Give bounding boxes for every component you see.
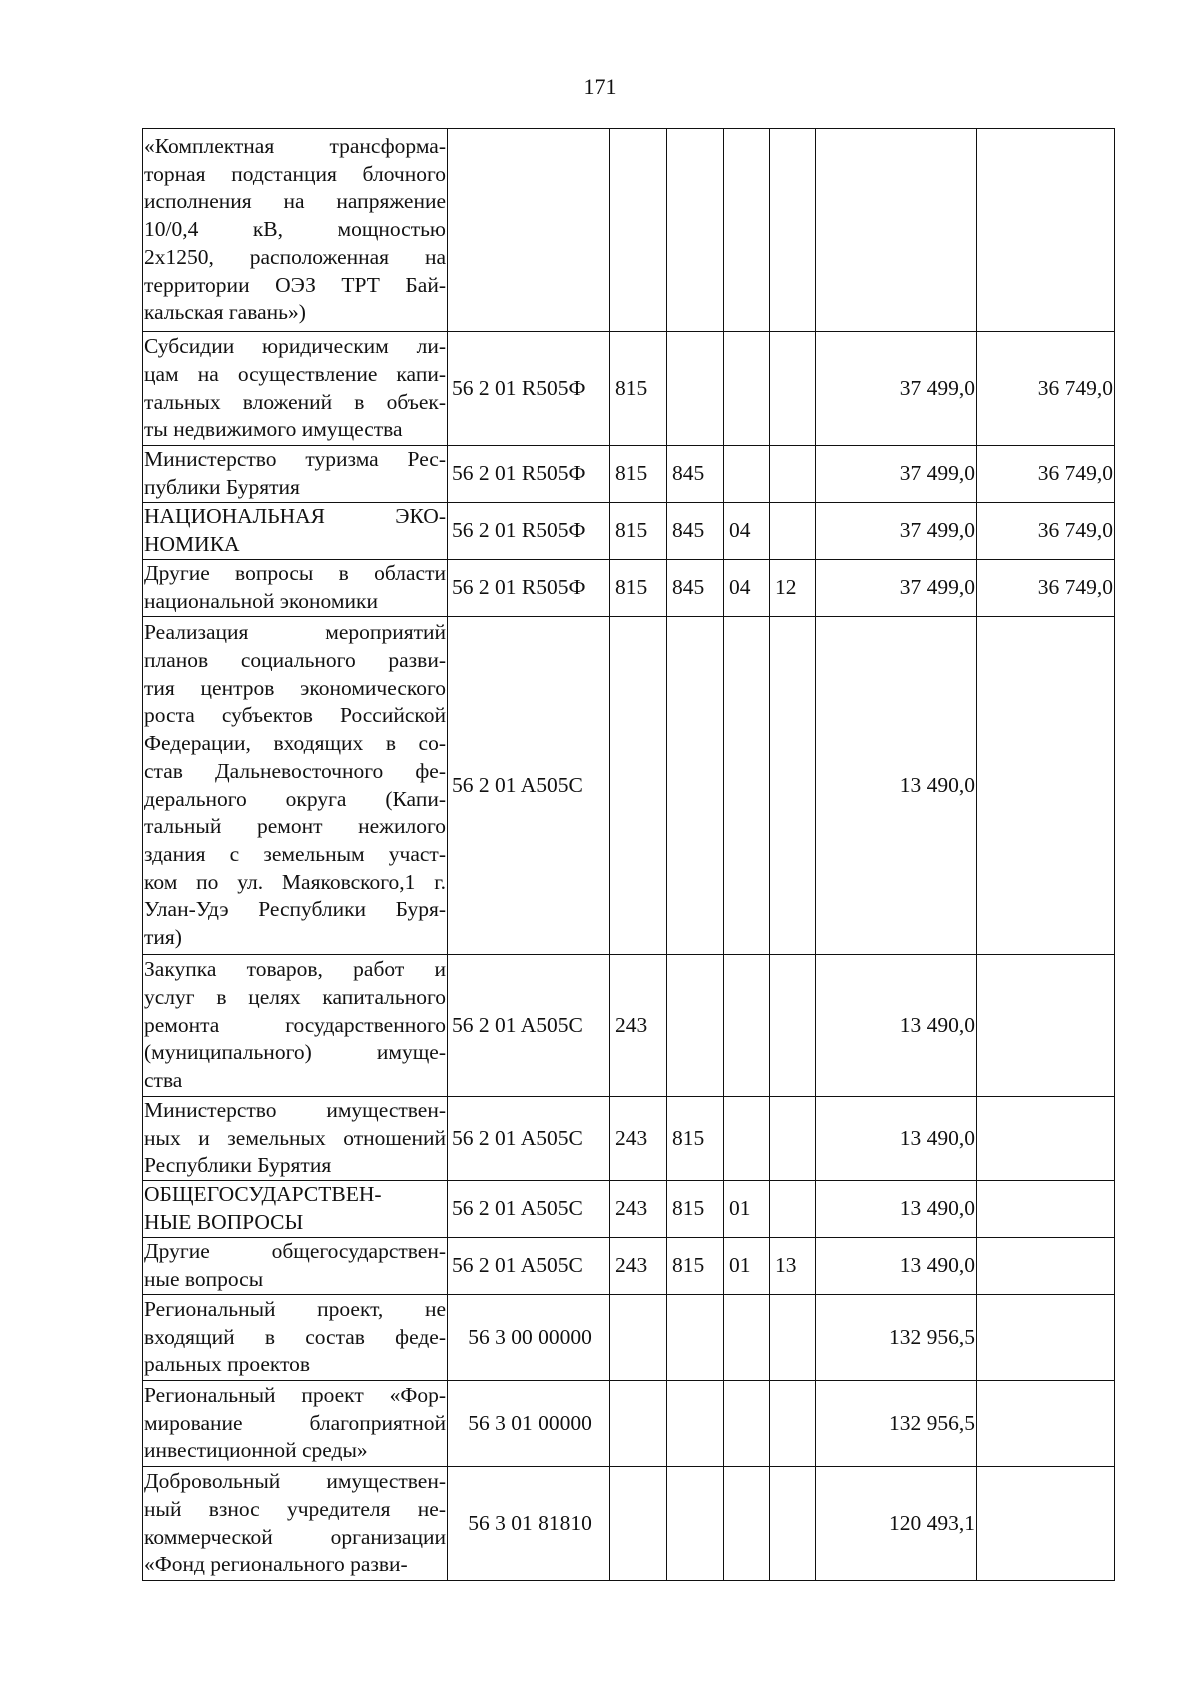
description-line: торная подстанция блочного bbox=[144, 161, 446, 186]
description-line: ных и земельных отношений bbox=[144, 1125, 446, 1150]
subsection-code bbox=[770, 1381, 816, 1467]
table-row bbox=[143, 1181, 1115, 1238]
section-code bbox=[724, 1467, 770, 1581]
subsection-code bbox=[770, 1467, 816, 1581]
section-code bbox=[724, 1381, 770, 1467]
budget-table bbox=[142, 128, 1115, 1581]
description-line: ком по ул. Маяковского,1 г. bbox=[144, 869, 446, 894]
section-code bbox=[724, 332, 770, 446]
amount-year-2 bbox=[977, 617, 1115, 955]
ministry-code: 815 bbox=[667, 1238, 724, 1295]
description-line: НЫЕ ВОПРОСЫ bbox=[144, 1210, 304, 1235]
table-row bbox=[143, 560, 1115, 617]
table-row bbox=[143, 129, 1115, 332]
target-article-code: 56 2 01 R505Ф bbox=[448, 503, 610, 560]
section-code bbox=[724, 1295, 770, 1381]
description-line: Закупка товаров, работ и bbox=[144, 957, 446, 982]
description-line: цам на осуществление капи- bbox=[144, 361, 446, 386]
section-code: 04 bbox=[724, 560, 770, 617]
description-line: Региональный проект «Фор- bbox=[144, 1383, 446, 1408]
amount-year-2 bbox=[977, 1381, 1115, 1467]
description-line: тальный ремонт нежилого bbox=[144, 814, 446, 839]
target-article-code: 56 2 01 A505C bbox=[448, 955, 610, 1097]
row-description bbox=[143, 1381, 448, 1467]
amount-year-2 bbox=[977, 1097, 1115, 1181]
ministry-code: 845 bbox=[667, 446, 724, 503]
description-line: ОБЩЕГОСУДАРСТВЕН- bbox=[144, 1182, 382, 1207]
amount-year-1 bbox=[816, 129, 977, 332]
table-row bbox=[143, 617, 1115, 955]
description-line: 2x1250, расположенная на bbox=[144, 244, 446, 269]
expense-type-code: 815 bbox=[610, 503, 667, 560]
description-line: Министерство туризма Рес- bbox=[144, 447, 446, 472]
description-line: роста субъектов Российской bbox=[144, 703, 446, 728]
amount-year-1: 13 490,0 bbox=[816, 617, 977, 955]
target-article-code: 56 2 01 A505C bbox=[448, 617, 610, 955]
description-line: ты недвижимого имущества bbox=[144, 417, 403, 442]
target-article-code: 56 3 01 81810 bbox=[448, 1467, 610, 1581]
description-line: 10/0,4 кВ, мощностью bbox=[144, 217, 446, 242]
subsection-code: 13 bbox=[770, 1238, 816, 1295]
ministry-code bbox=[667, 955, 724, 1097]
description-line: мирование благоприятной bbox=[144, 1410, 446, 1435]
description-line: «Комплектная трансформа- bbox=[144, 134, 446, 159]
row-description bbox=[143, 560, 448, 617]
table-row bbox=[143, 446, 1115, 503]
description-line: став Дальневосточного фе- bbox=[144, 758, 446, 783]
ministry-code: 845 bbox=[667, 560, 724, 617]
row-description bbox=[143, 1238, 448, 1295]
description-line: дерального округа (Капи- bbox=[144, 786, 446, 811]
section-code bbox=[724, 129, 770, 332]
description-line: ства bbox=[144, 1068, 183, 1093]
description-line: Реализация мероприятий bbox=[144, 620, 446, 645]
expense-type-code bbox=[610, 617, 667, 955]
description-line: Республики Бурятия bbox=[144, 1153, 332, 1178]
description-line: Добровольный имуществен- bbox=[144, 1469, 446, 1494]
ministry-code: 815 bbox=[667, 1097, 724, 1181]
ministry-code bbox=[667, 332, 724, 446]
ministry-code bbox=[667, 1467, 724, 1581]
target-article-code: 56 2 01 R505Ф bbox=[448, 332, 610, 446]
description-line: ральных проектов bbox=[144, 1352, 311, 1377]
target-article-code: 56 3 01 00000 bbox=[448, 1381, 610, 1467]
table-row bbox=[143, 1381, 1115, 1467]
table-body bbox=[143, 129, 1115, 1581]
table-row bbox=[143, 1467, 1115, 1581]
amount-year-2: 36 749,0 bbox=[977, 446, 1115, 503]
amount-year-1: 13 490,0 bbox=[816, 955, 977, 1097]
description-line: ные вопросы bbox=[144, 1267, 264, 1292]
table-row bbox=[143, 1097, 1115, 1181]
expense-type-code: 815 bbox=[610, 446, 667, 503]
description-line: тия центров экономического bbox=[144, 675, 446, 700]
description-line: здания с земельным участ- bbox=[144, 841, 446, 866]
description-line: Федерации, входящих в со- bbox=[144, 731, 446, 756]
amount-year-2 bbox=[977, 955, 1115, 1097]
amount-year-2 bbox=[977, 1295, 1115, 1381]
target-article-code: 56 2 01 R505Ф bbox=[448, 560, 610, 617]
amount-year-2: 36 749,0 bbox=[977, 332, 1115, 446]
amount-year-2 bbox=[977, 1181, 1115, 1238]
ministry-code bbox=[667, 1381, 724, 1467]
amount-year-1: 120 493,1 bbox=[816, 1467, 977, 1581]
row-description bbox=[143, 1181, 448, 1238]
subsection-code bbox=[770, 617, 816, 955]
target-article-code: 56 2 01 A505C bbox=[448, 1238, 610, 1295]
amount-year-1: 132 956,5 bbox=[816, 1295, 977, 1381]
description-line: «Фонд регионального разви- bbox=[144, 1552, 408, 1577]
subsection-code bbox=[770, 446, 816, 503]
description-line: тия) bbox=[144, 925, 182, 950]
section-code bbox=[724, 617, 770, 955]
description-line: НОМИКА bbox=[144, 532, 240, 556]
description-line: территории ОЭЗ ТРТ Бай- bbox=[144, 272, 446, 297]
section-code bbox=[724, 446, 770, 503]
amount-year-2 bbox=[977, 1467, 1115, 1581]
description-line: кальская гавань») bbox=[144, 300, 306, 325]
amount-year-1: 13 490,0 bbox=[816, 1181, 977, 1238]
amount-year-1: 37 499,0 bbox=[816, 332, 977, 446]
amount-year-1: 37 499,0 bbox=[816, 503, 977, 560]
expense-type-code: 243 bbox=[610, 1181, 667, 1238]
subsection-code bbox=[770, 503, 816, 560]
description-line: публики Бурятия bbox=[144, 475, 300, 499]
section-code: 04 bbox=[724, 503, 770, 560]
table-row bbox=[143, 1295, 1115, 1381]
row-description bbox=[143, 1295, 448, 1381]
table-row bbox=[143, 1238, 1115, 1295]
target-article-code bbox=[448, 129, 610, 332]
amount-year-1: 13 490,0 bbox=[816, 1097, 977, 1181]
expense-type-code bbox=[610, 129, 667, 332]
section-code bbox=[724, 1097, 770, 1181]
expense-type-code bbox=[610, 1467, 667, 1581]
row-description bbox=[143, 332, 448, 446]
description-line: ремонта государственного bbox=[144, 1012, 446, 1037]
target-article-code: 56 2 01 A505C bbox=[448, 1097, 610, 1181]
subsection-code bbox=[770, 129, 816, 332]
description-line: Другие вопросы в области bbox=[144, 561, 446, 586]
description-line: Другие общегосударствен- bbox=[144, 1239, 446, 1264]
amount-year-1: 13 490,0 bbox=[816, 1238, 977, 1295]
description-line: (муниципального) имуще- bbox=[144, 1040, 446, 1065]
description-line: тальных вложений в объек- bbox=[144, 389, 446, 414]
row-description bbox=[143, 129, 448, 332]
description-line: Министерство имуществен- bbox=[144, 1098, 446, 1122]
expense-type-code: 815 bbox=[610, 332, 667, 446]
table-row bbox=[143, 955, 1115, 1097]
amount-year-2 bbox=[977, 129, 1115, 332]
expense-type-code bbox=[610, 1381, 667, 1467]
subsection-code bbox=[770, 332, 816, 446]
subsection-code bbox=[770, 1181, 816, 1238]
expense-type-code: 243 bbox=[610, 955, 667, 1097]
ministry-code: 815 bbox=[667, 1181, 724, 1238]
amount-year-2: 36 749,0 bbox=[977, 503, 1115, 560]
section-code: 01 bbox=[724, 1181, 770, 1238]
description-line: услуг в целях капитального bbox=[144, 984, 446, 1009]
subsection-code: 12 bbox=[770, 560, 816, 617]
ministry-code: 845 bbox=[667, 503, 724, 560]
row-description bbox=[143, 1467, 448, 1581]
expense-type-code: 815 bbox=[610, 560, 667, 617]
table-row bbox=[143, 332, 1115, 446]
page-number: 171 bbox=[583, 74, 617, 99]
description-line: исполнения на напряжение bbox=[144, 189, 446, 214]
expense-type-code: 243 bbox=[610, 1097, 667, 1181]
amount-year-1: 37 499,0 bbox=[816, 446, 977, 503]
description-line: Региональный проект, не bbox=[144, 1297, 446, 1322]
description-line: НАЦИОНАЛЬНАЯ ЭКО- bbox=[144, 504, 446, 529]
target-article-code: 56 3 00 00000 bbox=[448, 1295, 610, 1381]
row-description bbox=[143, 503, 448, 560]
target-article-code: 56 2 01 A505C bbox=[448, 1181, 610, 1238]
amount-year-1: 132 956,5 bbox=[816, 1381, 977, 1467]
description-line: инвестиционной среды» bbox=[144, 1438, 368, 1463]
description-line: входящий в состав феде- bbox=[144, 1324, 446, 1349]
subsection-code bbox=[770, 955, 816, 1097]
description-line: национальной экономики bbox=[144, 589, 378, 613]
row-description bbox=[143, 1097, 448, 1181]
amount-year-2 bbox=[977, 1238, 1115, 1295]
expense-type-code: 243 bbox=[610, 1238, 667, 1295]
target-article-code: 56 2 01 R505Ф bbox=[448, 446, 610, 503]
row-description bbox=[143, 617, 448, 955]
description-line: Улан-Удэ Республики Буря- bbox=[144, 897, 446, 922]
description-line: планов социального разви- bbox=[144, 647, 446, 672]
section-code: 01 bbox=[724, 1238, 770, 1295]
subsection-code bbox=[770, 1295, 816, 1381]
section-code bbox=[724, 955, 770, 1097]
expense-type-code bbox=[610, 1295, 667, 1381]
ministry-code bbox=[667, 1295, 724, 1381]
table-row bbox=[143, 503, 1115, 560]
amount-year-2: 36 749,0 bbox=[977, 560, 1115, 617]
subsection-code bbox=[770, 1097, 816, 1181]
row-description bbox=[143, 955, 448, 1097]
description-line: ный взнос учредителя не- bbox=[144, 1496, 446, 1521]
description-line: коммерческой организации bbox=[144, 1524, 446, 1549]
description-line: Субсидии юридическим ли- bbox=[144, 334, 446, 359]
ministry-code bbox=[667, 129, 724, 332]
ministry-code bbox=[667, 617, 724, 955]
row-description bbox=[143, 446, 448, 503]
amount-year-1: 37 499,0 bbox=[816, 560, 977, 617]
